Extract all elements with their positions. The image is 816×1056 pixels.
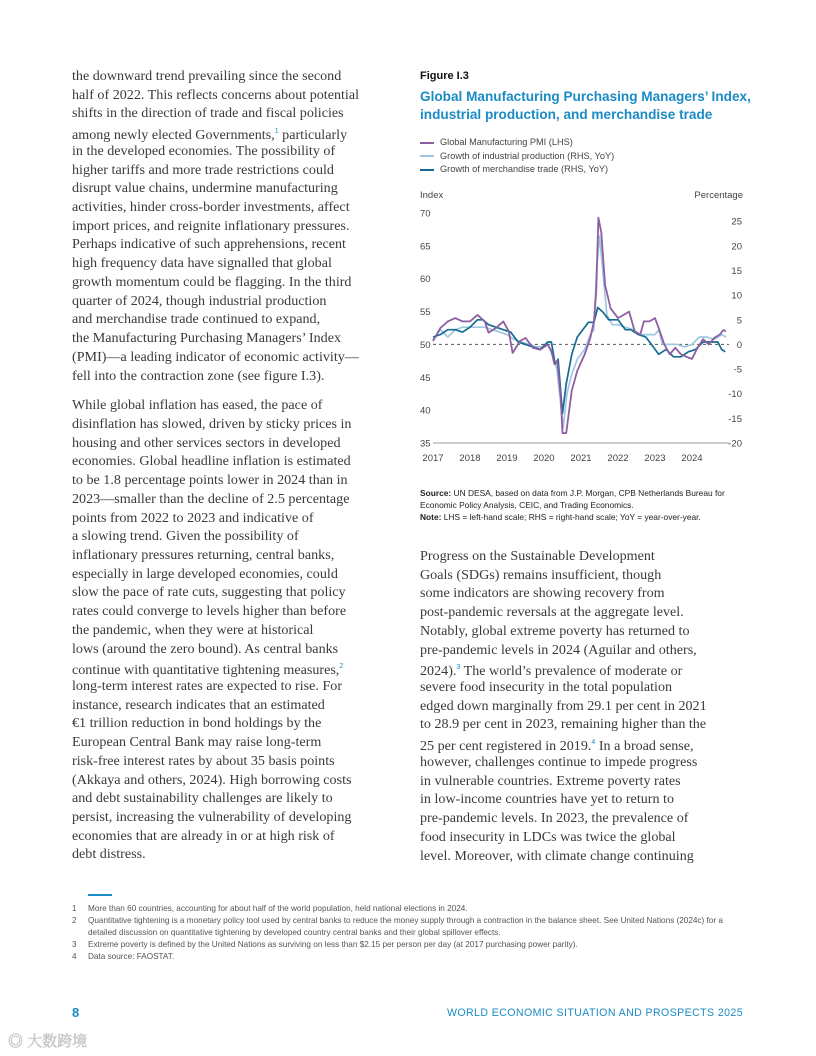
footnote-divider (88, 894, 112, 896)
text-line: in the developed economies. The possibility of (72, 142, 336, 159)
source-text: UN DESA, based on data from J.P. Morgan, CPB Netherlands Bureau for Economic Policy Analysis, CEIC, and Trading Economics. (420, 488, 725, 511)
text-line: economies. Global headline inflation is estimated (72, 453, 351, 470)
text-line: and debt sustainability challenges are likely to (72, 790, 333, 807)
footnote (72, 951, 732, 963)
footnote-ref[interactable]: 1 (274, 128, 279, 136)
text-line: the Manufacturing Purchasing Managers’ Index (72, 330, 341, 347)
legend-item-trade (420, 163, 614, 177)
x-tick: 2024 (681, 453, 703, 464)
text-line: €1 trillion reduction in bond holdings by the (72, 715, 322, 732)
text-line: economies that are already in or at high risk of (72, 827, 335, 844)
chart-legend (420, 136, 614, 177)
text-line: higher tariffs and more trade restrictions could (72, 161, 334, 178)
text-line: instance, research indicates that an estimated (72, 696, 325, 713)
y-tick-right: 15 (731, 266, 742, 278)
text-line: high frequency data have signalled that global (72, 255, 332, 272)
text-line: import prices, and reignite inflationary pressures. (72, 217, 350, 234)
text-line: points from 2022 to 2023 and indicative of (72, 509, 314, 526)
y-tick-left: 70 (420, 208, 431, 220)
footnote-number: 3 (72, 940, 77, 949)
footnote-number: 4 (72, 952, 77, 961)
note-text: LHS = left-hand scale; RHS = right-hand scale; YoY = year-over-year. (441, 512, 701, 523)
y-tick-left: 60 (420, 274, 431, 286)
y-tick-right: 20 (731, 241, 742, 253)
footnote-ref[interactable]: 3 (456, 664, 461, 672)
text-line: level. Moreover, with climate change continuing (420, 847, 694, 864)
page-number: 8 (72, 1005, 80, 1020)
footnote-text: Quantitative tightening is a monetary policy tool used by central banks to reduce the money supply through a contraction in the balance sheet. See United Nations (2024c) for a detailed discussion on quantitative tightening by developed country central banks and their global spillover effects. (88, 916, 723, 937)
text-line: persist, increasing the vulnerability of developing (72, 809, 352, 826)
text-line: slow the pace of rate cuts, suggesting that policy (72, 584, 346, 601)
y-tick-left: 35 (420, 438, 431, 450)
text-line: some indicators are showing recovery from (420, 585, 665, 602)
y-tick-right: -15 (728, 413, 742, 425)
text-line: especially in large developed economies, could (72, 565, 338, 582)
text-segment: continue with quantitative tightening measures, (72, 662, 340, 679)
text-line: shifts in the direction of trade and fiscal policies (72, 105, 344, 122)
footnotes (72, 903, 732, 963)
footnote-ref[interactable]: 4 (591, 739, 596, 747)
text-line: Perhaps indicative of such apprehensions, recent (72, 236, 346, 253)
x-tick: 2023 (644, 453, 666, 464)
text-line: fell into the contraction zone (see figure I.3). (72, 367, 325, 384)
y-tick-right: 5 (736, 315, 742, 327)
text-line: edged down marginally from 29.1 per cent in 2021 (420, 697, 707, 714)
figure-source-note (420, 487, 760, 524)
text-line: pre-pandemic levels. In 2023, the prevalence of (420, 810, 689, 827)
text-segment: 25 per cent registered in 2019. (420, 738, 592, 755)
text-line (420, 734, 746, 753)
text-line: and merchandise trade continued to expand, (72, 311, 321, 328)
footnote-number: 2 (72, 916, 77, 925)
series-line-industrial-production (433, 236, 726, 428)
text-line: food insecurity in LDCs was twice the global (420, 828, 676, 845)
text-line: (PMI)—a leading indicator of economic activity— (72, 348, 359, 365)
text-line: pre-pandemic levels in 2024 (Aguilar and others, (420, 641, 697, 658)
x-tick: 2019 (496, 453, 518, 464)
source-label: Source: (420, 488, 452, 498)
text-line (72, 123, 398, 142)
y-tick-right: -10 (728, 389, 742, 401)
x-tick: 2020 (533, 453, 555, 464)
text-line: European Central Bank may raise long-term (72, 734, 322, 751)
x-tick: 2018 (459, 453, 481, 464)
text-line: debt distress. (72, 846, 146, 863)
y-axis-right-title: Percentage (694, 190, 743, 201)
text-line: Progress on the Sustainable Development (420, 548, 655, 564)
watermark-logo: ◎ 大数跨境 (8, 1033, 88, 1050)
y-tick-right: 0 (736, 339, 742, 351)
footnote (72, 939, 732, 951)
series-line-merchandise-trade (433, 308, 725, 414)
watermark-text: 大数跨境 (27, 1033, 88, 1050)
text-line: risk-free interest rates by about 35 basis points (72, 752, 335, 769)
y-tick-right: 25 (731, 216, 742, 228)
legend-label: Global Manufacturing PMI (LHS) (440, 137, 573, 147)
y-tick-left: 45 (420, 372, 431, 384)
footnote-number: 1 (72, 904, 77, 913)
text-line: half of 2022. This reflects concerns about potential (72, 86, 360, 103)
footnote-text: Extreme poverty is defined by the United Nations as surviving on less than $2.15 per person per day (at 2017 purchasing power parity). (88, 940, 578, 949)
legend-label: Growth of industrial production (RHS, YoY) (440, 150, 615, 161)
text-segment: 2024). (420, 663, 457, 680)
figure-title: Global Manufacturing Purchasing Managers’ Index, industrial production, and merchandise trade (420, 89, 751, 122)
text-line: long-term interest rates are expected to rise. For (72, 678, 343, 694)
legend-swatch (420, 142, 434, 144)
x-tick: 2017 (422, 453, 444, 464)
y-tick-left: 40 (420, 405, 431, 417)
text-line: severe food insecurity in the total population (420, 679, 673, 696)
y-tick-right: 10 (731, 290, 742, 302)
x-tick: 2021 (570, 453, 592, 464)
text-line: to 28.9 per cent in 2023, remaining higher than the (420, 716, 707, 733)
text-line (420, 659, 746, 678)
text-line: inflationary pressures returning, central banks, (72, 546, 335, 563)
footnote-text: Data source: FAOSTAT. (88, 952, 175, 961)
y-tick-right: -5 (733, 364, 742, 376)
text-line: While global inflation has eased, the pace of (72, 397, 323, 414)
legend-label: Growth of merchandise trade (RHS, YoY) (440, 164, 609, 174)
note-label: Note: (420, 512, 442, 523)
y-tick-right: -20 (728, 438, 742, 450)
footnote (72, 915, 732, 939)
text-line (72, 658, 398, 677)
x-tick: 2022 (607, 453, 629, 464)
text-line: disinflation has slowed, driven by sticky prices in (72, 415, 352, 432)
text-line: lows (around the zero bound). As central banks (72, 640, 339, 657)
text-line: post-pandemic reversals at the aggregate level. (420, 604, 684, 621)
left-text-column (72, 67, 398, 864)
text-segment: among newly elected Governments, (72, 127, 275, 144)
text-line: housing and other services sectors in developed (72, 434, 341, 451)
y-tick-left: 50 (420, 339, 431, 351)
y-tick-left: 65 (420, 241, 431, 253)
footnote-text: More than 60 countries, accounting for about half of the world population, held national elections in 2024. (88, 904, 468, 913)
y-tick-left: 55 (420, 307, 431, 319)
text-line: the downward trend prevailing since the second (72, 68, 342, 84)
text-line: however, challenges continue to impede progress (420, 753, 698, 770)
text-line: in low-income countries have yet to return to (420, 791, 675, 808)
legend-item-pmi (420, 136, 614, 150)
running-footer-title: WORLD ECONOMIC SITUATION AND PROSPECTS 2025 (446, 1007, 743, 1019)
text-line: growth momentum could be flagging. In the third (72, 273, 352, 290)
legend-item-industrial (420, 150, 614, 164)
text-line: rates could converge to levels higher than before (72, 603, 347, 620)
series-line-pmi (433, 218, 726, 434)
legend-swatch (420, 169, 434, 171)
text-line: in vulnerable countries. Extreme poverty rates (420, 772, 681, 789)
text-line: (Akkaya and others, 2024). High borrowing costs (72, 771, 352, 788)
text-segment: particularly (278, 127, 348, 144)
text-line: quarter of 2024, though industrial production (72, 292, 327, 309)
right-text-column (420, 547, 746, 865)
text-line: 2023—smaller than the decline of 2.5 percentage (72, 490, 350, 507)
text-segment: The world’s prevalence of moderate or (460, 663, 683, 680)
y-axis-left-title: Index (420, 190, 444, 201)
legend-swatch (420, 155, 434, 157)
text-line: activities, hinder cross-border investments, affect (72, 199, 350, 216)
text-segment: In a broad sense, (595, 738, 694, 755)
footnote-ref[interactable]: 2 (339, 663, 344, 671)
footnote (72, 903, 732, 915)
text-line: the pandemic, when they were at historical (72, 621, 314, 638)
paragraph-gap (72, 385, 398, 396)
text-line: to be 1.8 percentage points lower in 2024 than in (72, 472, 348, 489)
text-line: a slowing trend. Given the possibility of (72, 528, 299, 545)
text-line: Goals (SDGs) remains insufficient, though (420, 566, 662, 583)
text-line: disrupt value chains, undermine manufacturing (72, 180, 338, 197)
figure-label: Figure I.3 (420, 70, 469, 82)
text-line: Notably, global extreme poverty has returned to (420, 622, 690, 639)
